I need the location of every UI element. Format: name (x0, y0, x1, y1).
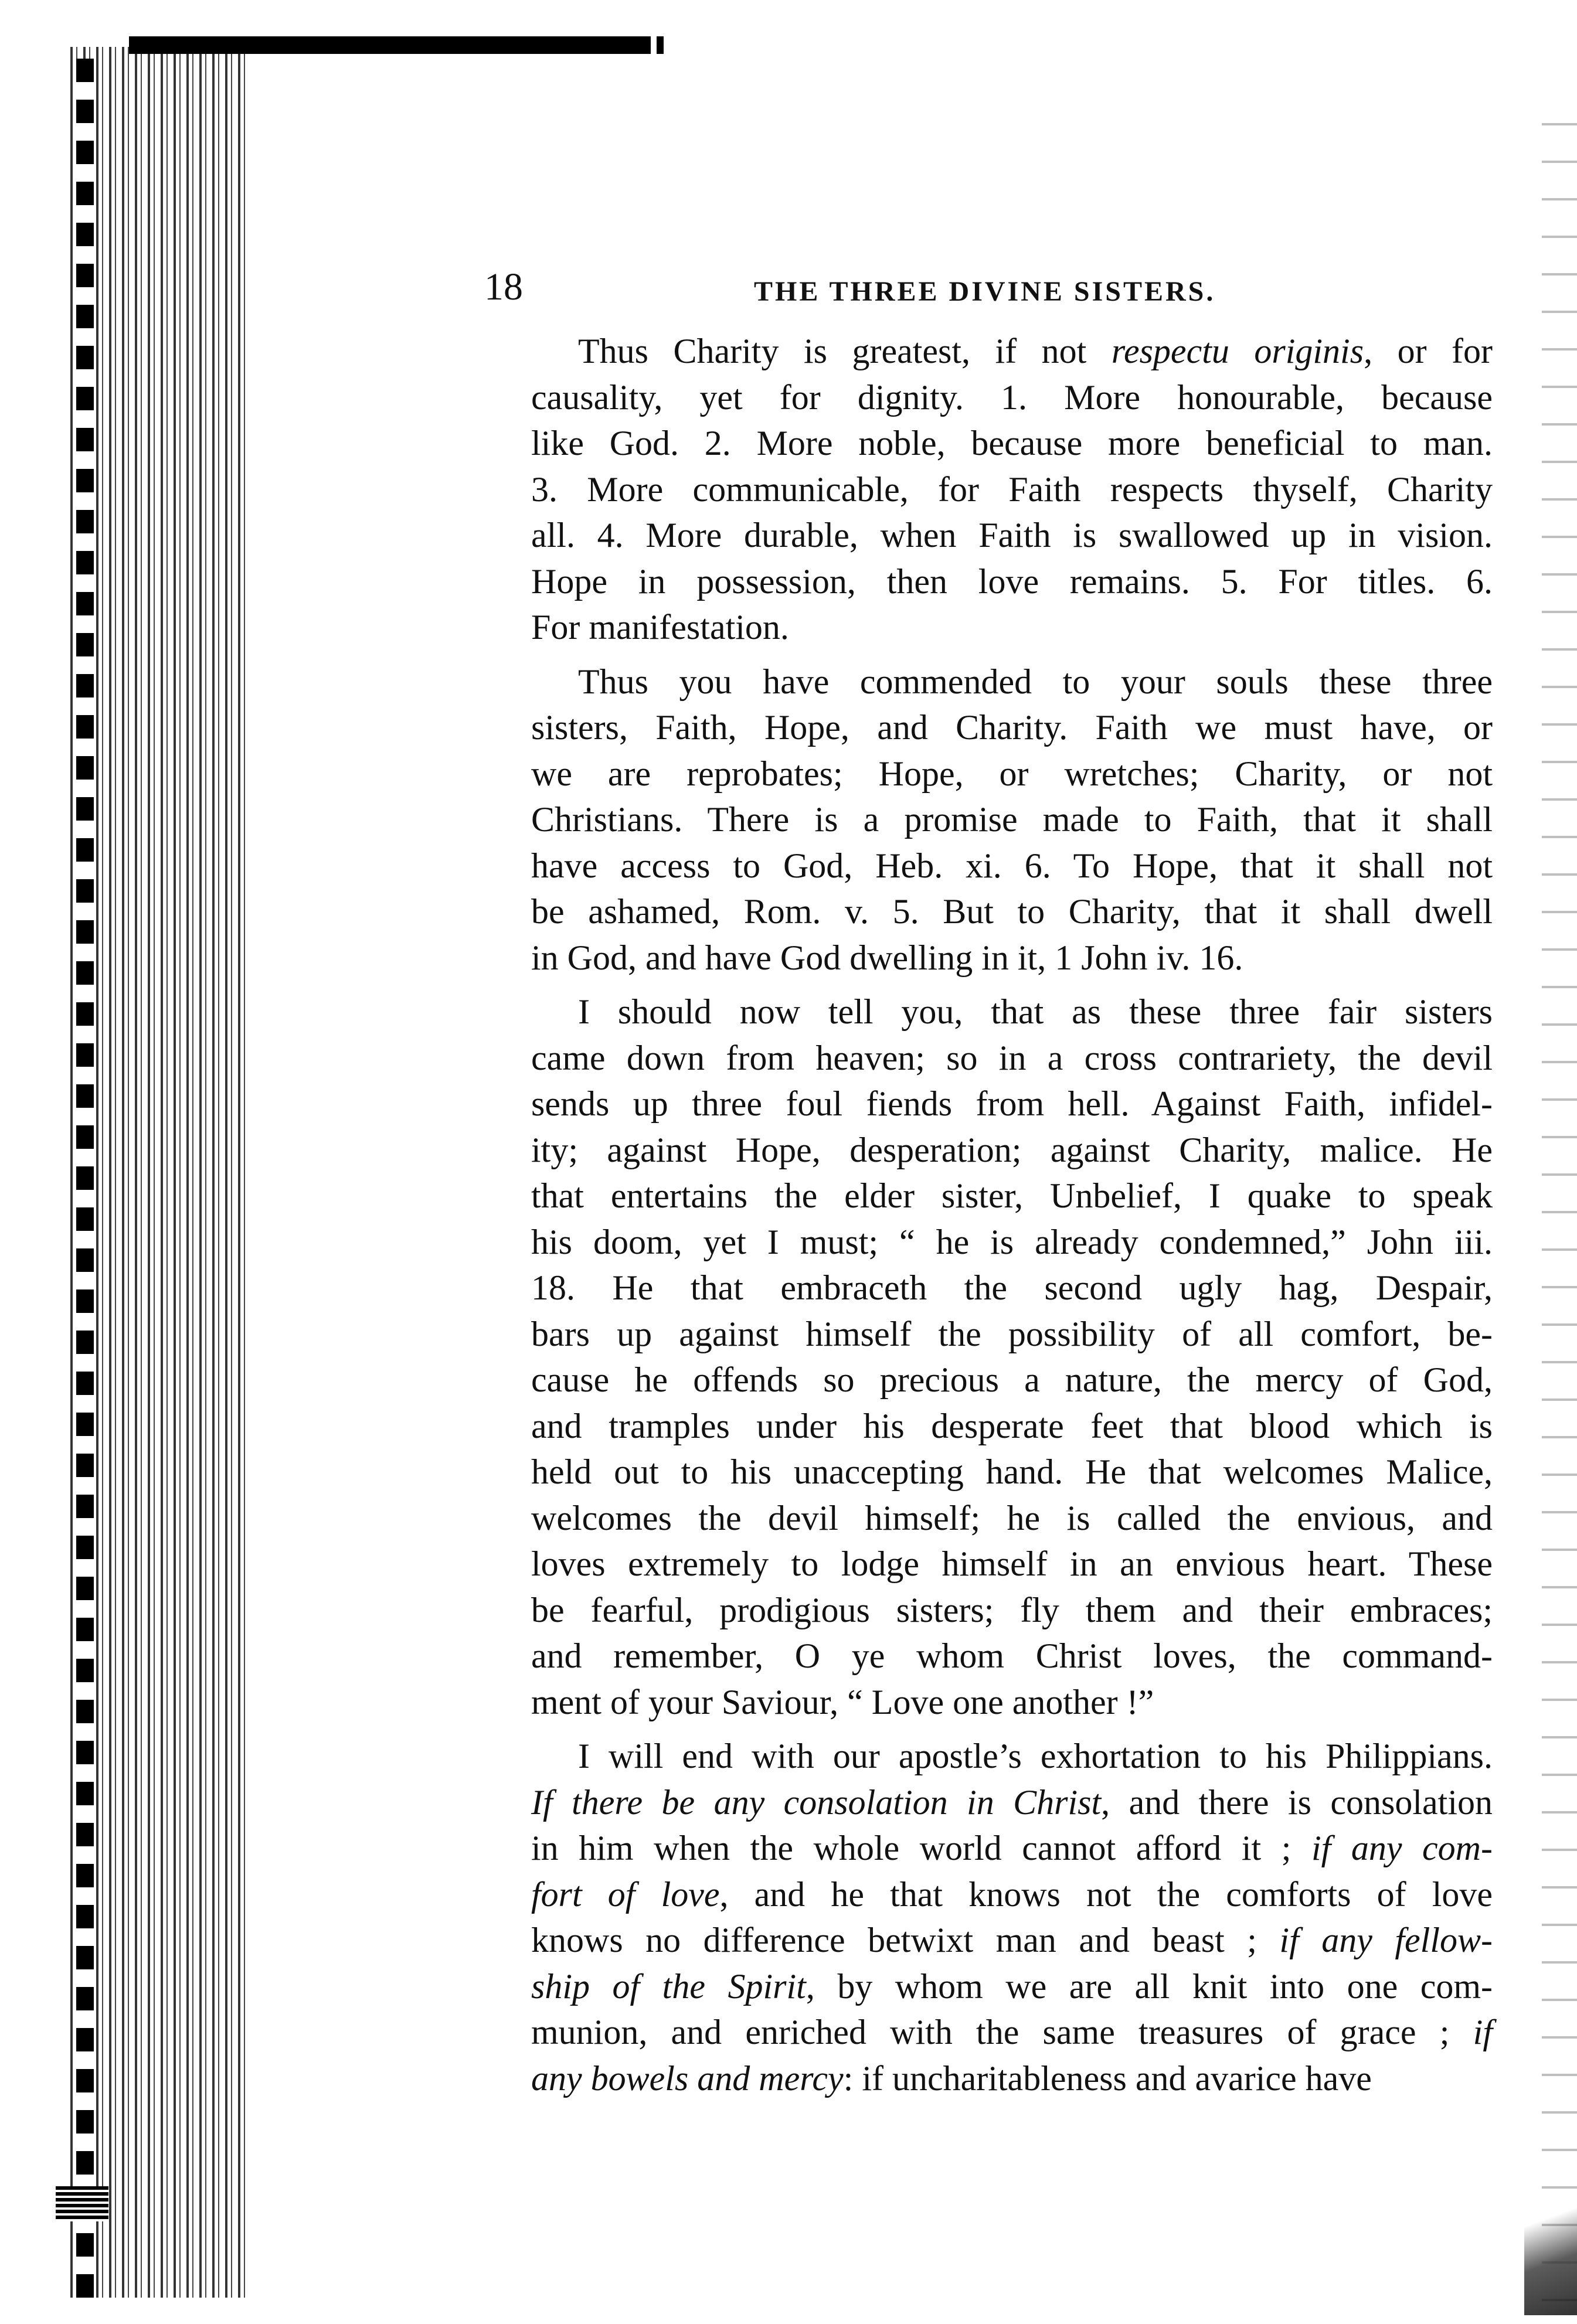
text-line: sends up three foul fiends from hell. Against Faith, infidel- (531, 1084, 1493, 1123)
text-line: held out to his unaccepting hand. He that welcomes Malice, (531, 1452, 1493, 1491)
text-line: like God. 2. More noble, because more beneficial to man. (531, 424, 1493, 462)
text-line: For manifestation. (531, 608, 789, 646)
text-line: I will end with our apostle’s exhortation to his Philippians. (578, 1737, 1493, 1775)
text-line: fort of love, and he that knows not the comforts of love (531, 1874, 1493, 1914)
italic-text: if (1473, 2013, 1493, 2051)
text-line: 18. He that embraceth the second ugly hag, Despair, (531, 1268, 1493, 1307)
scanned-bottom-marks (56, 2186, 108, 2221)
text-line: Hope in possession, then love remains. 5. For titles. 6. (531, 562, 1493, 601)
italic-text: ship of the Spirit (531, 1966, 806, 2006)
text-line: in God, and have God dwelling in it, 1 John iv. 16. (531, 938, 1243, 977)
paragraph (484, 989, 1493, 1725)
text-line: I should now tell you, that as these three fair sisters (578, 992, 1493, 1031)
page-number: 18 (484, 266, 523, 308)
text-line: knows no difference betwixt man and beast ; if any fellow- (531, 1921, 1493, 1959)
text-line: any bowels and mercy: if uncharitableness and avarice have (531, 2058, 1372, 2098)
text-line: Thus you have commended to your souls these three (578, 662, 1493, 701)
text-line: all. 4. More durable, when Faith is swallowed up in vision. (531, 516, 1493, 554)
text-line: and tramples under his desperate feet that blood which is (531, 1406, 1493, 1445)
text-line: ship of the Spirit, by whom we are all knit into one com- (531, 1966, 1493, 2006)
paragraph (484, 659, 1493, 981)
running-title: THE THREE DIVINE SISTERS. (754, 276, 1216, 307)
paragraph-gap (484, 651, 1493, 659)
text-line: cause he offends so precious a nature, the mercy of God, (531, 1360, 1493, 1399)
text-line: bars up against himself the possibility of all comfort, be- (531, 1314, 1493, 1353)
scanned-right-edge (1542, 88, 1577, 2309)
text-line: Christians. There is a promise made to Faith, that it shall (531, 800, 1493, 839)
text-line: munion, and enriched with the same treasures of grace ; if (531, 2013, 1493, 2051)
italic-text: If there be any consolation in Christ (531, 1782, 1102, 1822)
text-line: that entertains the elder sister, Unbelief, I quake to speak (531, 1176, 1493, 1215)
text-line: Thus Charity is greatest, if not respectu originis, or for (578, 332, 1493, 370)
text-line: If there be any consolation in Christ, and there is consolation (531, 1782, 1493, 1822)
text-line: welcomes the devil himself; he is called the envious, and (531, 1498, 1493, 1537)
scanned-page-corner (1524, 2180, 1577, 2315)
page-body (484, 258, 1493, 2101)
italic-text: fort of love (531, 1874, 720, 1914)
italic-text: respectu originis (1111, 332, 1364, 370)
text-line: loves extremely to lodge himself in an envious heart. These (531, 1544, 1493, 1583)
scanned-binding-edge (70, 47, 246, 2298)
running-head (484, 258, 1493, 317)
text-line: 3. More communicable, for Faith respects thyself, Charity (531, 469, 1493, 509)
text-line: sisters, Faith, Hope, and Charity. Faith we must have, or (531, 708, 1493, 747)
text-line: in him when the whole world cannot afford it ; if any com- (531, 1829, 1493, 1867)
italic-text: any bowels and mercy (531, 2058, 844, 2098)
text-line: be ashamed, Rom. v. 5. But to Charity, that it shall dwell (531, 892, 1493, 931)
paragraph (484, 1733, 1493, 2101)
paragraph-gap (484, 981, 1493, 989)
text-line: his doom, yet I must; “ he is already condemned,” John iii. (531, 1222, 1493, 1261)
italic-text: if any com- (1311, 1829, 1493, 1867)
italic-text: if any fellow- (1279, 1921, 1493, 1959)
text-line: we are reprobates; Hope, or wretches; Charity, or not (531, 754, 1493, 793)
paragraphs (484, 328, 1493, 2101)
scanned-top-rule-tick (657, 36, 664, 54)
text-line: have access to God, Heb. xi. 6. To Hope, that it shall not (531, 846, 1493, 885)
paragraph (484, 328, 1493, 651)
scanned-top-rule (129, 36, 651, 54)
scanned-binding-marks (76, 59, 94, 2298)
paragraph-gap (484, 1725, 1493, 1733)
text-line: ity; against Hope, desperation; against Charity, malice. He (531, 1130, 1493, 1169)
text-line: be fearful, prodigious sisters; fly them and their embraces; (531, 1590, 1493, 1629)
text-line: came down from heaven; so in a cross contrariety, the devil (531, 1038, 1493, 1077)
text-line: and remember, O ye whom Christ loves, the command- (531, 1636, 1493, 1675)
text-line: ment of your Saviour, “ Love one another !” (531, 1682, 1154, 1721)
text-line: causality, yet for dignity. 1. More honourable, because (531, 377, 1493, 417)
